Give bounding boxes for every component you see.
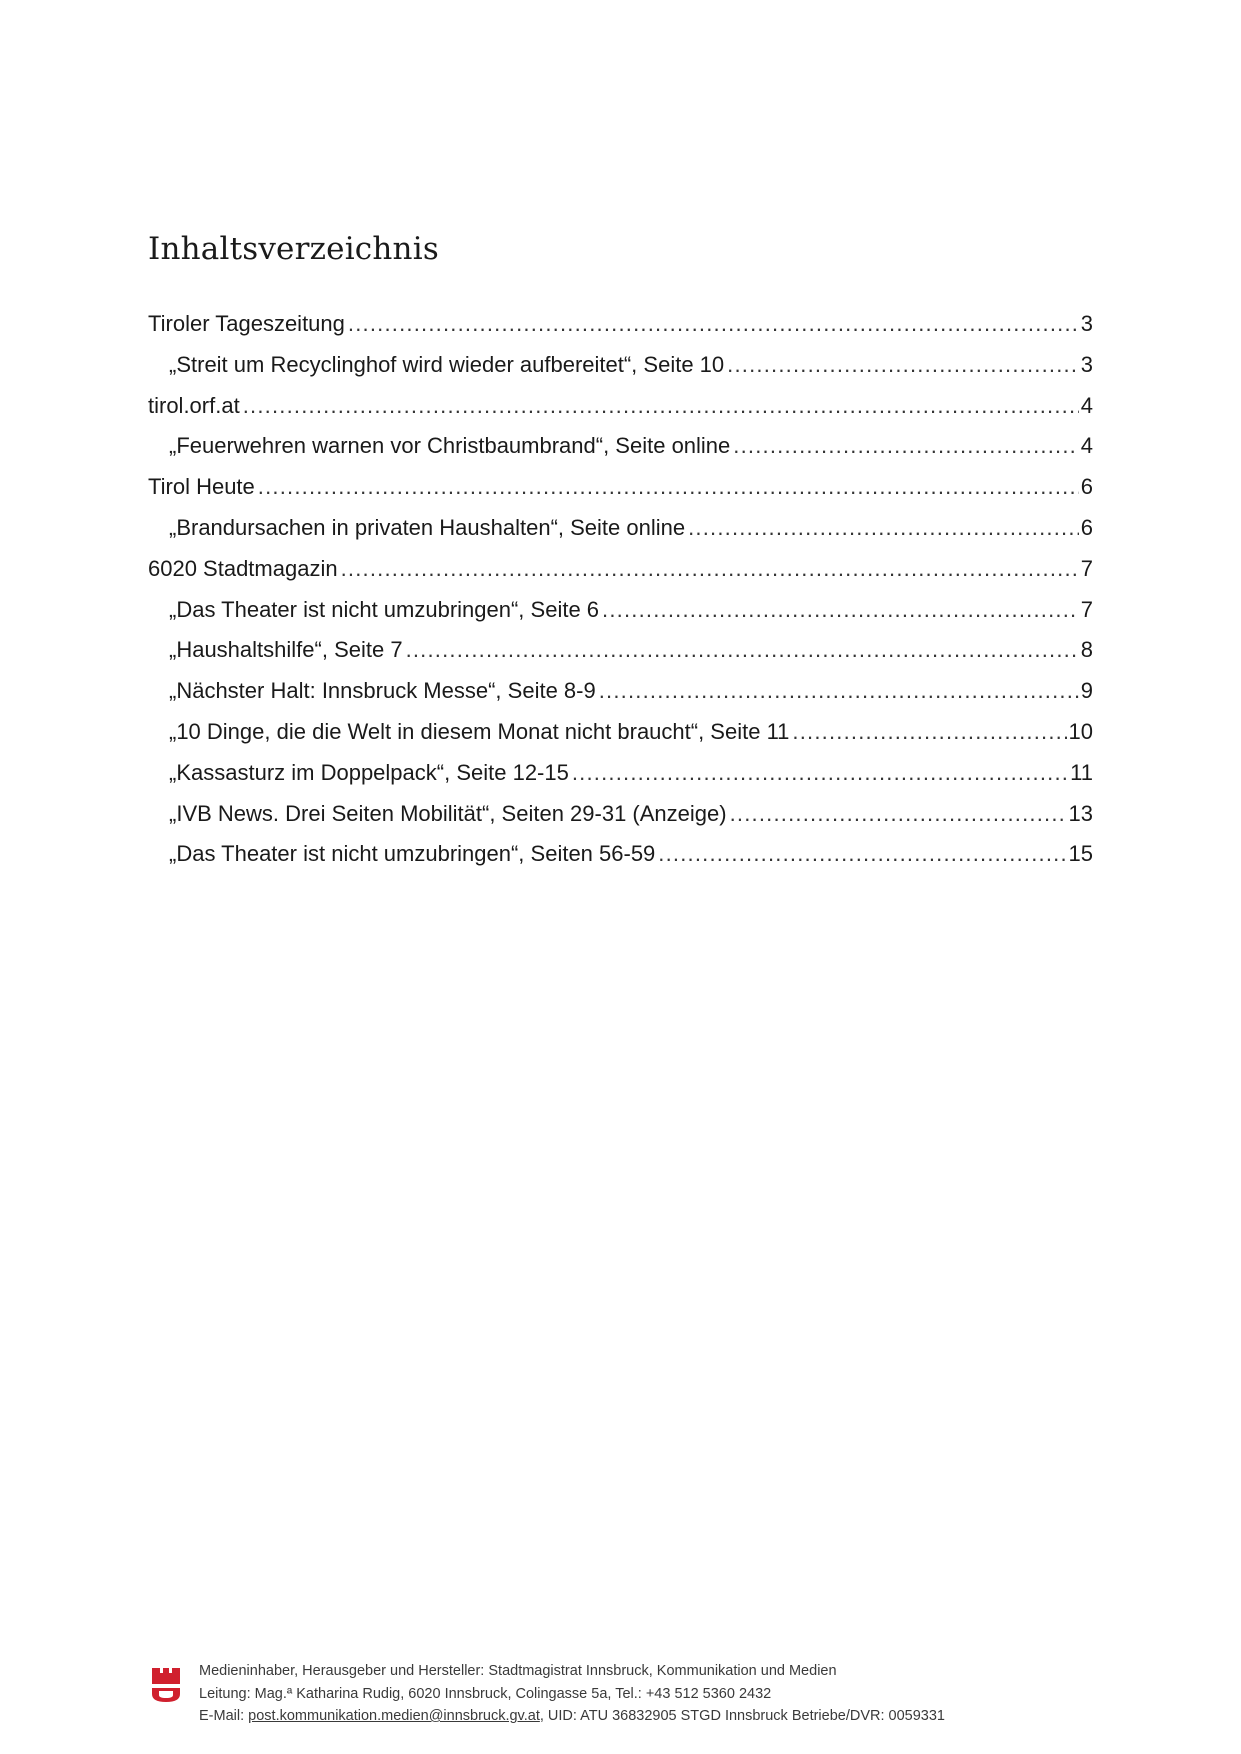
toc-entry-title: „Streit um Recyclinghof wird wieder aufbereitet“, Seite 10 bbox=[169, 351, 725, 377]
toc-entry-6020-stadtmagazin[interactable] bbox=[148, 549, 1093, 590]
toc-dot-leader bbox=[792, 712, 1066, 753]
toc-dot-leader bbox=[572, 753, 1068, 794]
toc-entry-title: „Das Theater ist nicht umzubringen“, Seite 6 bbox=[169, 596, 600, 622]
toc-entry-title: „Brandursachen in privaten Haushalten“, Seite online bbox=[169, 514, 686, 540]
toc-entry-ivb-news[interactable] bbox=[148, 794, 1093, 835]
toc-entry-page: 9 bbox=[1080, 678, 1093, 704]
footer-email-link[interactable]: post.kommunikation.medien@innsbruck.gv.at bbox=[248, 1708, 540, 1724]
toc-entry-title: „10 Dinge, die die Welt in diesem Monat nicht braucht“, Seite 11 bbox=[169, 718, 790, 744]
toc-dot-leader bbox=[688, 508, 1079, 549]
toc-entry-title: Tiroler Tageszeitung bbox=[148, 311, 345, 336]
footer-imprint bbox=[199, 1660, 945, 1728]
toc-entry-page: 4 bbox=[1080, 433, 1093, 459]
toc-dot-leader bbox=[658, 834, 1066, 875]
toc-dot-leader bbox=[730, 794, 1067, 835]
toc-entry-title: Tirol Heute bbox=[148, 474, 255, 500]
toc-dot-leader bbox=[341, 549, 1079, 590]
toc-entry-title: „Das Theater ist nicht umzubringen“, Seiten 56-59 bbox=[169, 841, 656, 867]
toc-entry-title: 6020 Stadtmagazin bbox=[148, 555, 338, 581]
innsbruck-logo-icon bbox=[150, 1664, 182, 1704]
toc-entry-page: 6 bbox=[1080, 514, 1093, 540]
toc-entry-page: 10 bbox=[1068, 718, 1093, 744]
toc-dot-leader bbox=[602, 590, 1079, 631]
toc-entry-theater-seiten-56-59[interactable] bbox=[148, 834, 1093, 875]
toc-entry-tirol-heute[interactable] bbox=[148, 467, 1093, 508]
toc-entry-page: 7 bbox=[1080, 596, 1093, 622]
toc-entry-tiroler-tageszeitung[interactable] bbox=[148, 304, 1093, 345]
toc-entry-tirol-orf-at[interactable] bbox=[148, 386, 1093, 427]
toc-entry-page: 11 bbox=[1070, 759, 1093, 785]
footer-management-line: Leitung: Mag.ª Katharina Rudig, 6020 Innsbruck, Colingasse 5a, Tel.: +43 512 5360 2432 bbox=[199, 1685, 772, 1702]
toc-entry-kassasturz[interactable] bbox=[148, 753, 1093, 794]
toc-entry-page: 7 bbox=[1080, 555, 1093, 581]
toc-entry-title: „Kassasturz im Doppelpack“, Seite 12-15 bbox=[169, 759, 569, 785]
footer-registration-info: , UID: ATU 36832905 STGD Innsbruck Betriebe/DVR: 0059331 bbox=[539, 1708, 945, 1724]
footer-publisher-line: Medieninhaber, Herausgeber und Hersteller: Stadtmagistrat Innsbruck, Kommunikation und Medien bbox=[199, 1663, 837, 1679]
toc-entry-page: 6 bbox=[1080, 474, 1093, 500]
toc-entry-title: „Haushaltshilfe“, Seite 7 bbox=[169, 637, 403, 663]
toc-entry-title: „Feuerwehren warnen vor Christbaumbrand“, Seite online bbox=[169, 433, 731, 459]
footer-contact-line bbox=[199, 1705, 945, 1728]
footer-email-label: E-Mail: bbox=[199, 1708, 249, 1724]
toc-entry-streit-um-recyclinghof[interactable] bbox=[148, 345, 1093, 386]
toc-dot-leader bbox=[727, 345, 1079, 386]
toc-entry-theater-seite-6[interactable] bbox=[148, 590, 1093, 631]
toc-entry-10-dinge[interactable] bbox=[148, 712, 1093, 753]
toc-entry-page: 15 bbox=[1068, 841, 1093, 867]
toc-entry-page: 13 bbox=[1068, 800, 1093, 826]
toc-entry-haushaltshilfe[interactable] bbox=[148, 630, 1093, 671]
toc-entry-page: 8 bbox=[1080, 637, 1093, 663]
toc-heading: Inhaltsverzeichnis bbox=[148, 231, 439, 267]
toc-entry-page: 4 bbox=[1080, 392, 1093, 418]
page-footer bbox=[150, 1660, 1090, 1732]
toc-dot-leader bbox=[243, 386, 1079, 427]
toc-entry-title: tirol.orf.at bbox=[148, 392, 240, 418]
toc-dot-leader bbox=[348, 304, 1079, 345]
toc-entry-brandursachen[interactable] bbox=[148, 508, 1093, 549]
toc-dot-leader bbox=[258, 467, 1079, 508]
toc-entry-title: „IVB News. Drei Seiten Mobilität“, Seiten 29-31 (Anzeige) bbox=[169, 800, 727, 826]
toc-entry-title: „Nächster Halt: Innsbruck Messe“, Seite 8-9 bbox=[169, 678, 596, 704]
toc-dot-leader bbox=[599, 671, 1079, 712]
toc-entry-feuerwehren-warnen[interactable] bbox=[148, 426, 1093, 467]
toc-dot-leader bbox=[733, 426, 1078, 467]
toc-entry-naechster-halt[interactable] bbox=[148, 671, 1093, 712]
toc-entry-page: 3 bbox=[1080, 311, 1093, 336]
table-of-contents bbox=[148, 304, 1093, 875]
toc-entry-page: 3 bbox=[1080, 351, 1093, 377]
toc-dot-leader bbox=[406, 630, 1079, 671]
